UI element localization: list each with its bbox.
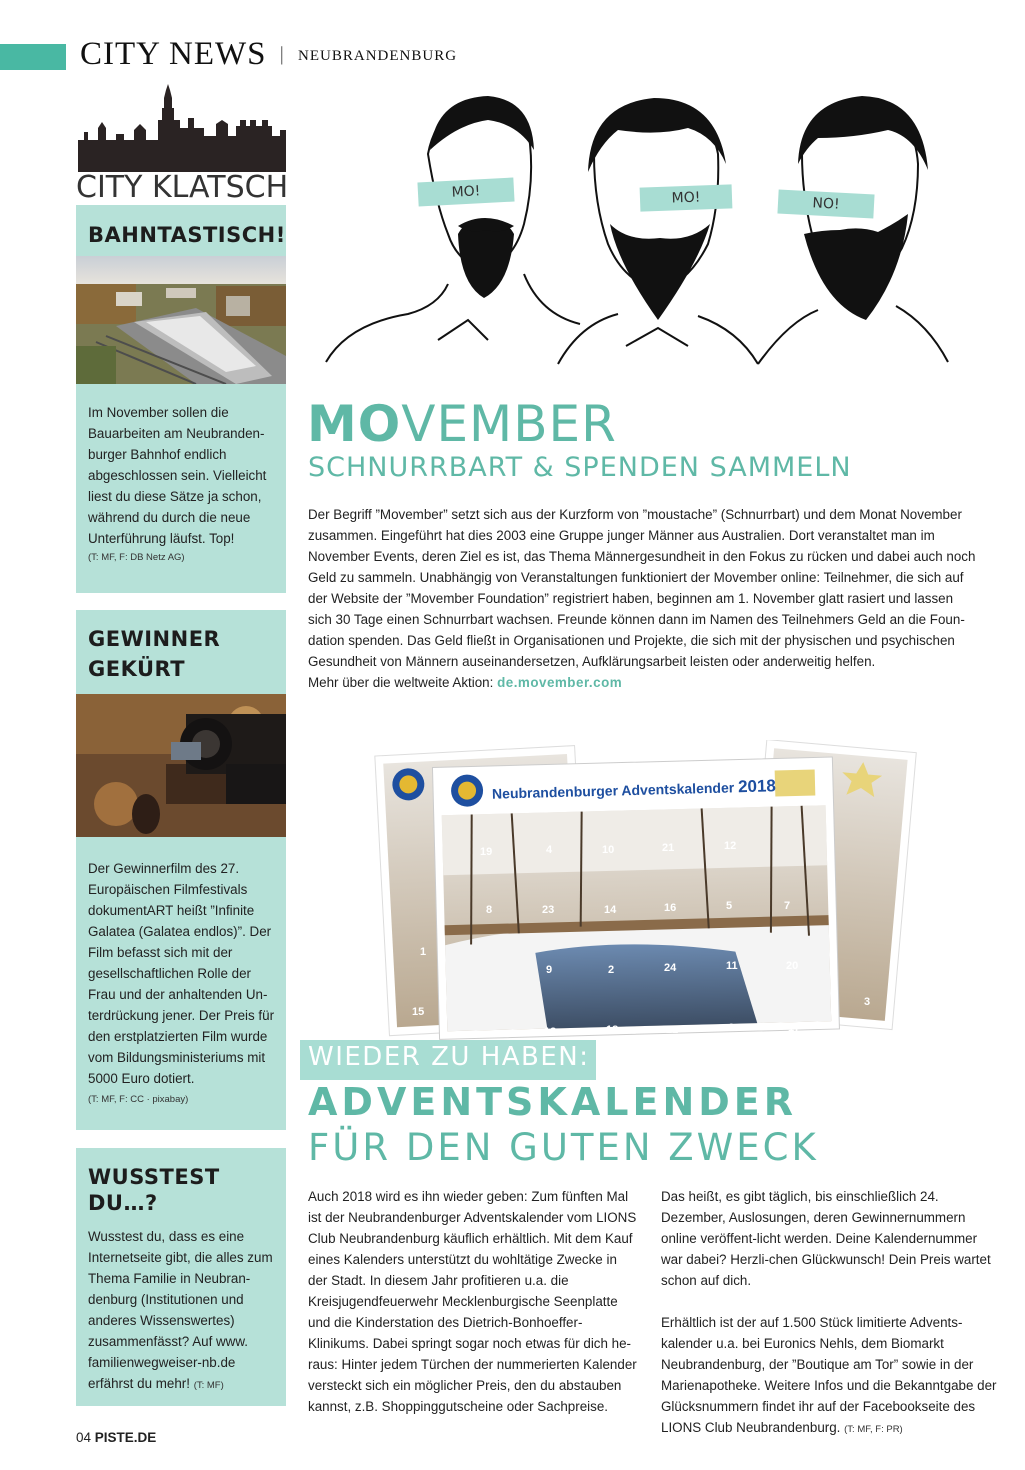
calendar-door-number: 3 — [864, 996, 871, 1008]
sidebar-credit-wusstest: (T: MF) — [193, 1380, 224, 1391]
calendar-door-number: 17 — [788, 1022, 801, 1034]
calendar-title-text: Neubrandenburger Adventskalender — [491, 779, 735, 802]
sidebar-heading-gewinner-line1: GEWINNER — [88, 627, 221, 651]
mask-label-1: MO! — [417, 178, 514, 207]
sidebar-heading-wusstest — [88, 1164, 220, 1216]
sidebar-text-bahntastisch: Im November sollen die Bauarbeiten am Neubranden-burger Bahnhof endlich abgeschlossen sein. Vielleicht liest du diese Sätze ja schon, während du durch die neue Unterführung läufst. Top! — [88, 405, 267, 546]
footer-brand: PISTE.DE — [94, 1430, 157, 1445]
page-header — [80, 36, 457, 73]
calendar-door-number: 10 — [602, 844, 615, 856]
advent-title: ADVENTSKALENDER — [308, 1080, 798, 1124]
film-camera-photo — [76, 694, 286, 837]
calendar-door-number: 20 — [786, 960, 799, 972]
calendar-door-number: 24 — [664, 962, 677, 974]
page-footer — [76, 1430, 156, 1445]
movember-title-bold: MO — [307, 395, 402, 453]
calendar-door-number: 19 — [480, 846, 493, 858]
header-subtitle: NEUBRANDENBURG — [298, 48, 458, 64]
mask-label-3: NO! — [777, 190, 874, 219]
calendar-door-number: 7 — [784, 900, 791, 912]
calendar-door-number: 1 — [420, 946, 427, 958]
calendar-door-number: 6 — [728, 1022, 735, 1034]
sidebar-text-gewinner: Der Gewinnerfilm des 27. Europäischen Filmfestivals dokumentART heißt ”Infinite Galatea (Galatea endlos)”. Der Film befasst sich mit der gesellschaftlichen Rolle der Frau und der anhaltenden Un-terdrückung jener. Der Preis für den erstplatzierten Film wurde vom Bildungsministeriums mit 5000 Euro dotiert. — [88, 861, 275, 1086]
sidebar-heading-bahntastisch: BAHNTASTISCH! — [88, 223, 286, 247]
advent-col2-p1: Das heißt, es gibt täglich, bis einschließlich 24. Dezember, Auslosungen, deren Gewinnernummern online veröffent-licht werden. Deine Kalendernummer war dabei? Herzli-chen Glückwunsch! Dein Preis wartet schon auf dich. — [661, 1189, 991, 1288]
advent-col2-p2-text: Erhältlich ist der auf 1.500 Stück limitierte Advents-kalender u.a. bei Euronics Nehls, dem Biomarkt Neubrandenburg, der ”Boutique am Tor” sowie in der Marienapotheke. Weitere Infos und die Bekanntgabe der Glücksnummern findet ihr auf der Facebookseite des LIONS Club Neubrandenburg. — [661, 1315, 997, 1435]
advent-col2 — [661, 1186, 997, 1440]
calendar-door-number: 4 — [546, 844, 553, 856]
calendar-door-number: 16 — [664, 902, 677, 914]
train-station-photo — [76, 256, 286, 384]
page-number: 04 — [76, 1430, 92, 1445]
advent-credit: (T: MF, F: PR) — [844, 1424, 903, 1435]
movember-more — [308, 672, 622, 693]
sidebar-credit-gewinner: (T: MF, F: CC · pixabay) — [88, 1094, 189, 1105]
movember-subtitle: SCHNURRBART & SPENDEN SAMMELN — [308, 452, 852, 483]
sidebar-text-wusstest — [88, 1226, 278, 1396]
sidebar-heading-wusstest-line1: WUSSTEST — [88, 1165, 220, 1189]
city-skyline-icon — [76, 80, 288, 172]
calendar-door-number: 13 — [544, 1026, 557, 1038]
sidebar-credit-bahntastisch: (T: MF, F: DB Netz AG) — [88, 552, 185, 563]
sidebar-text-wusstest-body: Wusstest du, dass es eine Internetseite gibt, die alles zum Thema Familie in Neubran-denburg (Institutionen und anderes Wissenswertes) zusammenfässt? Auf www. familienwegweiser-nb.de erfährst du mehr! — [88, 1229, 273, 1391]
header-separator: | — [279, 43, 285, 65]
calendar-door-number: 8 — [486, 904, 493, 916]
sidebar-heading-wusstest-line2: DU…? — [88, 1191, 158, 1215]
advent-subtitle: FÜR DEN GUTEN ZWECK — [308, 1126, 819, 1169]
calendar-door-number: 15 — [412, 1006, 425, 1018]
calendar-door-number: 22 — [666, 1024, 679, 1036]
sidebar-heading-gewinner — [88, 624, 220, 684]
movember-title-rest: VEMBER — [401, 395, 617, 453]
advent-calendar-photo — [374, 740, 920, 1040]
calendar-door-number: 9 — [546, 964, 553, 976]
calendar-door-number: 23 — [542, 904, 555, 916]
movember-body: Der Begriff ”Movember” setzt sich aus der Kurzform von ”moustache” (Schnurrbart) und dem Monat November zusammen. Eingeführt hat dies 2003 eine Gruppe junger Männer aus Australien. Dort veranstaltet man im November Events, deren Ziel es ist, das Thema Männergesundheit in den Fokus zu rücken und dabei auch noch Geld zu sammeln. Unabhängig von Veranstaltungen funktioniert der Movember online: Teilnehmer, die sich auf der Website der ”Movember Foundation” registriert haben, beginnen am 1. November glatt rasiert und lassen sich 30 Tage einen Schnurrbart wachsen. Freunde können dann im Namen des Teilnehmers Geld an die Foun-dation spenden. Das Geld fließt in Organisationen und Projekte, die sich mit der physischen und psychischen Gesundheit von Männern auseinandersetzen, Aufklärungsarbeit leisten oder anderweitig helfen. — [308, 507, 976, 669]
calendar-door-number: 5 — [726, 900, 733, 912]
calendar-door-number: 21 — [662, 842, 675, 854]
city-klatsch-label: CITY KLATSCH — [76, 170, 289, 205]
advent-col1: Auch 2018 wird es ihn wieder geben: Zum fünften Mal ist der Neubrandenburger Adventskalender vom LIONS Club Neubrandenburg käuflich erhältlich. Mit dem Kauf eines Kalenders unterstützt du wohltätige Zwecke in der Stadt. In diesem Jahr profitieren u.a. die Kreisjugendfeuerwehr Mecklenburgische Seenplatte und die Kinderstation des Dietrich-Bonhoeffer-Klinikums. Dabei springt sogar noch etwas für dich he-raus: Hinter jedem Türchen der nummerierten Kalender versteckt sich ein möglicher Preis, den du abstauben kannst, z.B. Shoppinggutscheine oder Sachpreise. — [308, 1189, 637, 1414]
movember-more-text: Mehr über die weltweite Aktion: — [308, 675, 494, 690]
calendar-door-number: 14 — [604, 904, 617, 916]
calendar-door-number: 12 — [724, 840, 737, 852]
movember-link[interactable]: de.movember.com — [497, 675, 623, 690]
advent-col2-p2 — [661, 1312, 997, 1440]
calendar-door-number: 2 — [608, 964, 615, 976]
bearded-men-illustration — [318, 84, 952, 370]
header-accent-bar — [0, 44, 66, 70]
mask-label-2: MO! — [640, 184, 733, 211]
movember-title — [307, 394, 617, 454]
calendar-door-number: 18 — [606, 1024, 619, 1036]
sidebar-heading-gewinner-line2: GEKÜRT — [88, 657, 186, 681]
header-title: CITY NEWS — [80, 36, 267, 72]
advent-kicker: WIEDER ZU HABEN: — [308, 1042, 590, 1072]
calendar-year: 2018 — [737, 776, 777, 797]
calendar-door-number: 11 — [726, 960, 738, 972]
